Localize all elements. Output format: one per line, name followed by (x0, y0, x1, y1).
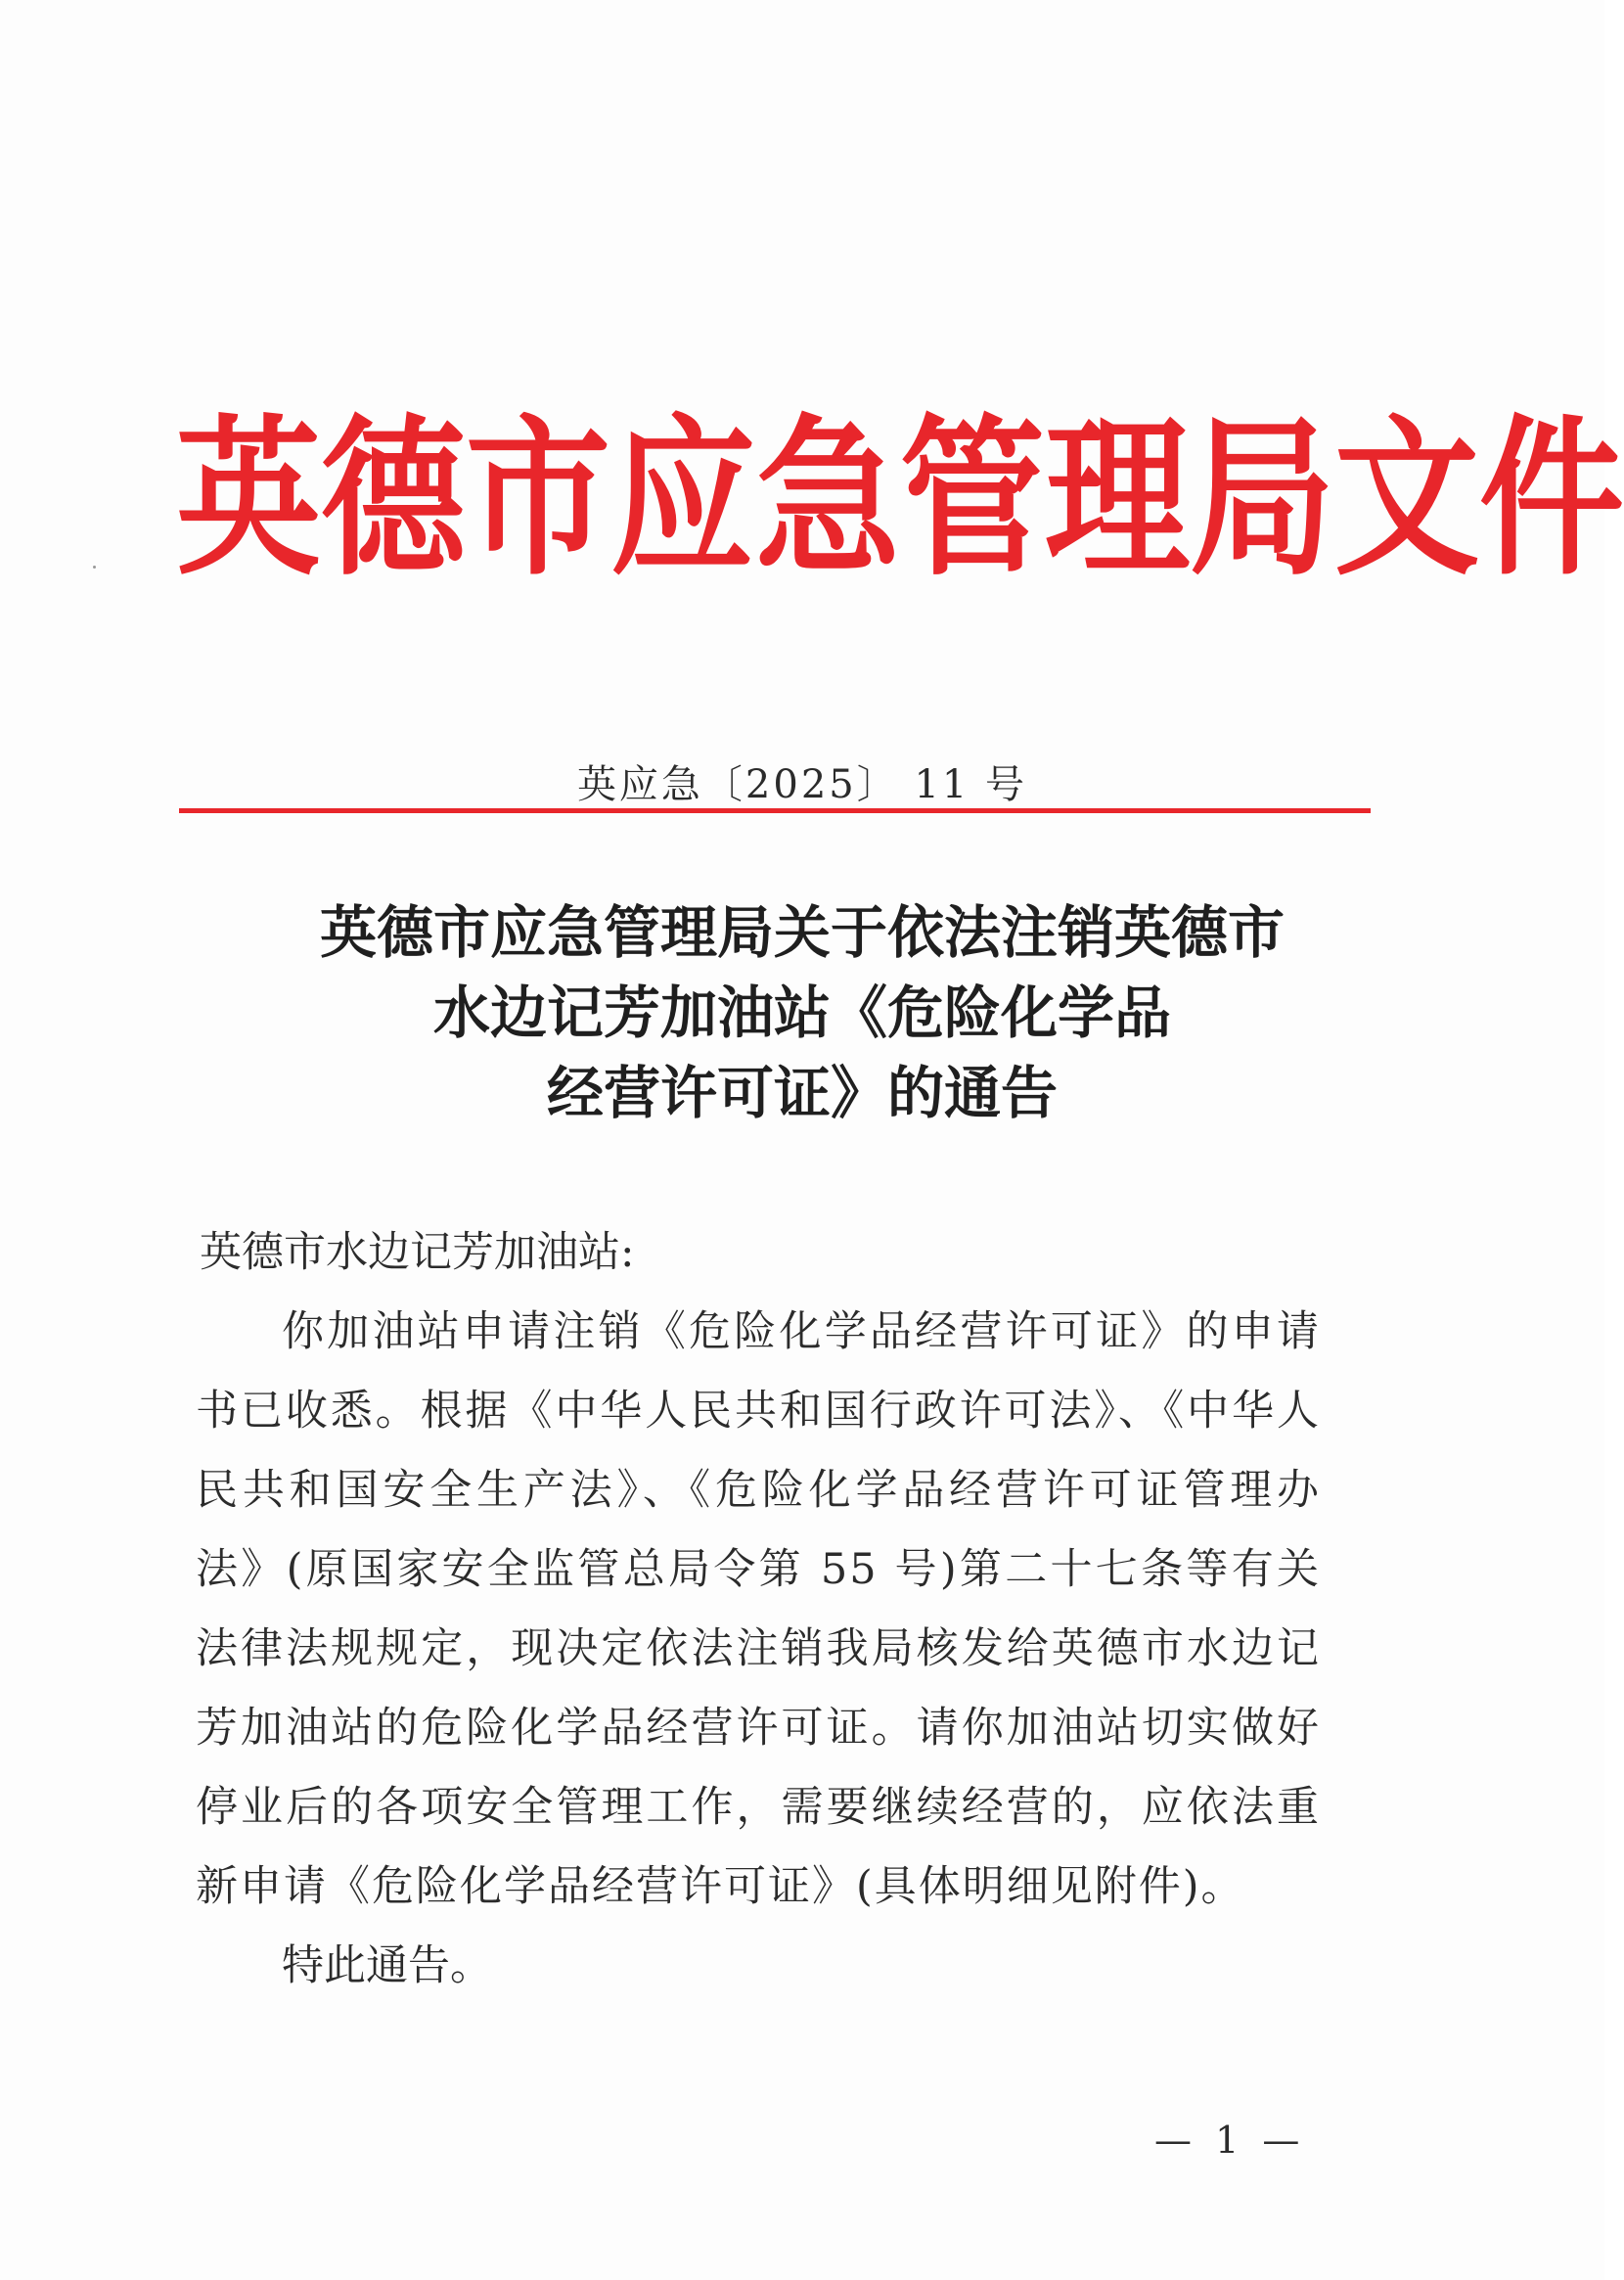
title-line: 水边记芳加油站《危险化学品 (432, 980, 1171, 1046)
title-line: 英德市应急管理局关于依法注销英德市 (319, 899, 1285, 966)
masthead-char: 市 (466, 399, 610, 599)
closing-line: 特此通告。 (282, 1941, 492, 1990)
masthead-char: 管 (900, 399, 1045, 599)
body-paragraph: 你加油站申请注销《危险化学品经营许可证》的申请书已收悉。根据《中华人民共和国行政许可法》、《中华人民共和国安全生产法》、《危险化学品经营许可证管理办法》(原国家安全监管总局令第 55 号)第二十七条等有关法律法规规定，现决定依法注销我局核发给英德市水边记芳加油站的危险化学品经营许可证。请你加油站切实做好停业后的各项安全管理工作，需要继续经营的，应依法重新申请《危险化学品经营许可证》(具体明细见附件)。 (196, 1307, 1321, 1911)
scan-speck (93, 566, 96, 569)
title-line: 经营许可证》的通告 (546, 1060, 1058, 1126)
page-number: — 1 — (1154, 2119, 1306, 2162)
masthead-char: 应 (610, 399, 755, 599)
masthead-char: 英 (176, 399, 321, 599)
masthead-char: 文 (1334, 399, 1479, 599)
notice-body (196, 1213, 1321, 2006)
red-separator-line (179, 808, 1371, 813)
salutation: 英德市水边记芳加油站: (200, 1228, 635, 1277)
masthead-char: 理 (1045, 399, 1190, 599)
masthead-char: 德 (321, 399, 466, 599)
masthead-char: 件 (1479, 399, 1624, 599)
masthead-char: 急 (755, 399, 900, 599)
document-number: 英应急〔2025〕 11 号 (576, 762, 1028, 807)
masthead-title (176, 384, 1624, 615)
notice-title (0, 892, 1604, 1133)
masthead-char: 局 (1190, 399, 1334, 599)
